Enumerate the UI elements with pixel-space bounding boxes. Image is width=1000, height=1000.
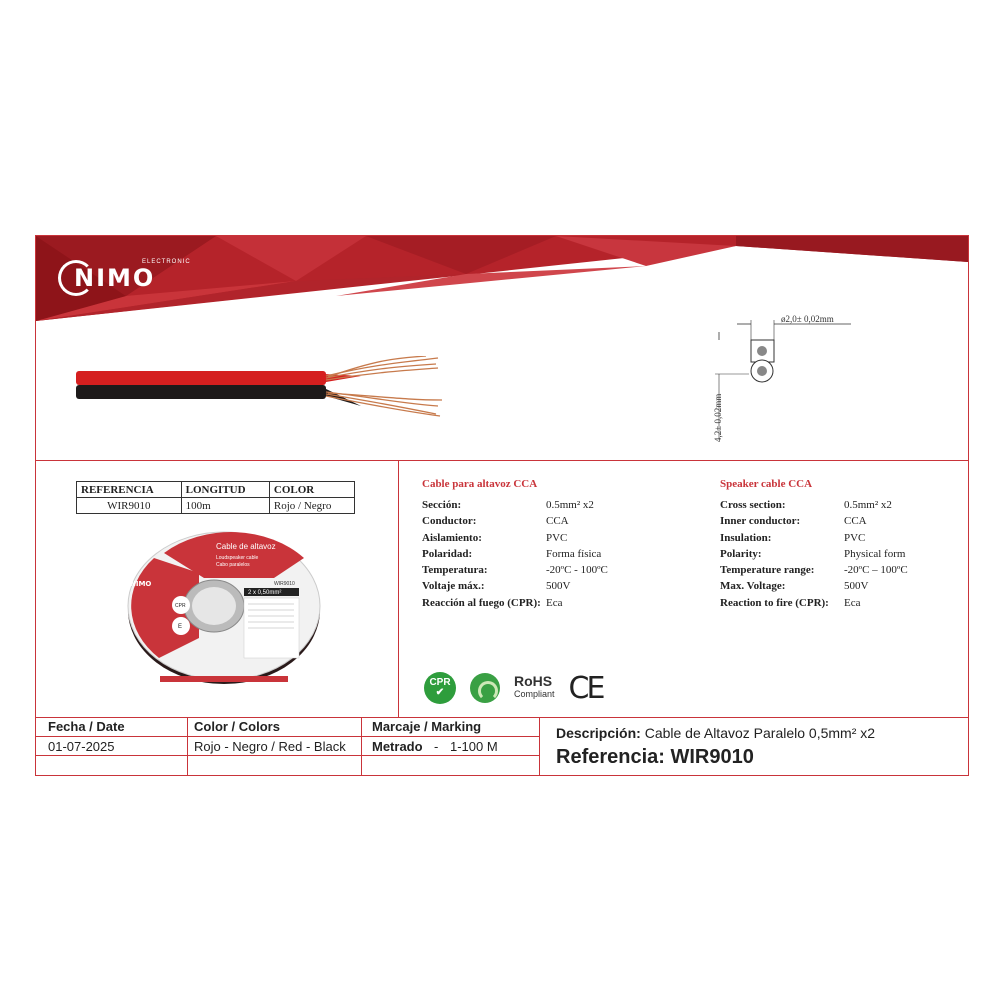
spec-es-row: Temperatura: -20ºC - 100ºC [422, 564, 608, 577]
spool-size: 2 x 0,50mm² [248, 590, 282, 596]
ce-mark-icon: CE [568, 670, 603, 706]
spec-es-row: Polaridad: Forma física [422, 547, 602, 560]
logo-sub: ELECTRONIC [142, 259, 191, 265]
spec-es-row: Aislamiento: PVC [422, 531, 568, 544]
spool-logo: NIMO [130, 580, 152, 588]
spool-line1: Loudspeaker cable [216, 555, 259, 561]
spec-en-row: Insulation: PVC [720, 531, 866, 544]
cpr-icon: CPR ✔ [424, 672, 456, 704]
spool-ref: WIR9010 [274, 581, 295, 587]
description [556, 725, 875, 741]
spec-en-row: Polarity: Physical form [720, 547, 906, 560]
reference-table [76, 481, 355, 514]
certifications [424, 668, 602, 708]
desc-label: Descripción: [556, 725, 641, 741]
spool-image [124, 528, 324, 688]
spec-en-row: Temperature range: -20ºC – 100ºC [720, 564, 908, 577]
spec-es-title: Cable para altavoz CCA [422, 478, 538, 490]
spool-title: Cable de altavoz [216, 542, 276, 551]
cable-image [76, 356, 496, 446]
marcaje-label: Marcaje / Marking [372, 719, 482, 734]
spec-en-row: Max. Voltage: 500V [720, 580, 869, 593]
nimo-logo [58, 258, 208, 298]
datasheet [35, 235, 969, 776]
spec-english [720, 478, 908, 613]
referencia [556, 746, 754, 769]
width-label: 4,2± 0,02mm [713, 393, 723, 442]
spec-spanish [422, 478, 608, 613]
info-footer: Fecha / Date 01-07-2025 Color / Colors Rojo - Negro / Red - Black Marcaje / Marking Metrado - 1-100 M Descripción: Cable de Altavoz Paralelo 0,5mm² x2 Referencia: WIR9010 [36, 717, 968, 776]
metrado-label: Metrado [372, 739, 423, 754]
dimension-diagram [711, 314, 911, 454]
fecha-label: Fecha / Date [48, 719, 125, 734]
spec-es-row: Voltaje máx.: 500V [422, 580, 571, 593]
spool-eca: E [178, 624, 183, 630]
length-header: LONGITUD [181, 482, 269, 498]
rohs-icon: RoHS Compliant [514, 673, 555, 699]
referencia-label: Referencia: [556, 746, 665, 768]
logo-text: NIMO [74, 264, 156, 292]
spec-es-row: Conductor: CCA [422, 515, 569, 528]
referencia-value: WIR9010 [670, 746, 754, 768]
spec-es-row: Reacción al fuego (CPR): Eca [422, 596, 563, 609]
diameter-label: ø2,0± 0,02mm [781, 314, 834, 324]
spec-en-row: Inner conductor: CCA [720, 515, 867, 528]
ref-header: REFERENCIA [77, 482, 182, 498]
desc-value: Cable de Altavoz Paralelo 0,5mm² x2 [644, 725, 876, 741]
color-value: Rojo - Negro / Red - Black [194, 739, 346, 754]
color-value: Rojo / Negro [269, 498, 354, 514]
header-banner [36, 236, 968, 321]
ref-value: WIR9010 [77, 498, 182, 514]
green-point-icon [470, 673, 500, 703]
spec-es-row: Sección: 0.5mm² x2 [422, 499, 594, 511]
fecha-value: 01-07-2025 [48, 739, 115, 754]
spool-line2: Cabo paralelos [216, 562, 250, 568]
metrado-value: 1-100 M [450, 739, 498, 754]
spec-en-title: Speaker cable CCA [720, 478, 813, 490]
color-label: Color / Colors [194, 719, 280, 734]
color-header: COLOR [269, 482, 354, 498]
spec-en-row: Cross section: 0.5mm² x2 [720, 499, 892, 511]
spec-en-row: Reaction to fire (CPR): Eca [720, 596, 861, 609]
spool-cpr: CPR [175, 603, 186, 609]
length-value: 100m [181, 498, 269, 514]
divider-vertical [398, 460, 399, 717]
divider-top [36, 460, 968, 461]
